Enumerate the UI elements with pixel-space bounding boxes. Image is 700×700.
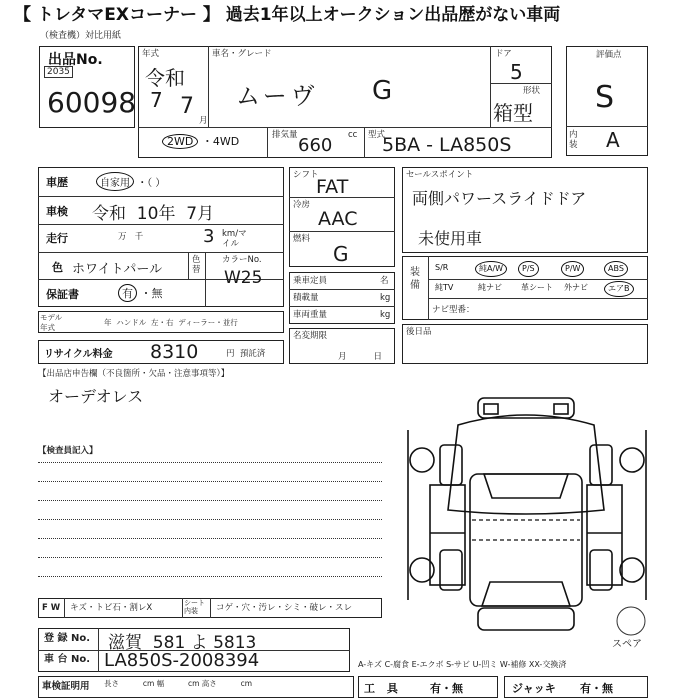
- load-label: 積載量: [293, 293, 319, 303]
- body-label: 形状: [523, 86, 541, 96]
- equipment-item: P/W: [561, 261, 584, 277]
- disp-label: 排気量: [272, 130, 298, 140]
- recycle-label: リサイクル料金: [44, 349, 113, 360]
- grade-value: G: [372, 76, 393, 106]
- ac-value: AAC: [318, 208, 358, 230]
- color-change: 色替: [192, 255, 201, 275]
- recycle-unit: 円 預託済: [226, 349, 266, 359]
- right-doors: [587, 485, 622, 585]
- weight-unit: kg: [380, 310, 391, 320]
- color-label: 色: [52, 261, 63, 274]
- interior-value: A: [606, 128, 620, 152]
- after-box: [402, 324, 648, 364]
- fuel-value: G: [333, 242, 349, 266]
- equipment-item: 純TV: [435, 283, 454, 292]
- spare-label: スペア: [612, 639, 642, 650]
- equipment-item: 純ナビ: [478, 283, 502, 292]
- notes-text: オーデオレス: [48, 387, 144, 406]
- model-year-label: モデル年式: [40, 313, 63, 332]
- jack-label: ジャッキ: [512, 682, 556, 695]
- cert-cols: 長さ cm 幅 cm 高さ cm: [104, 679, 253, 688]
- capacity-label: 乗車定員: [293, 276, 328, 286]
- spare-tire-icon: [614, 604, 648, 638]
- model-value: ムーヴ: [236, 82, 319, 110]
- mileage-km: km/マイル: [222, 229, 247, 249]
- rear-bumper: [478, 608, 574, 630]
- history-rest: ・（ ）: [137, 178, 166, 189]
- inspector-line: [38, 462, 382, 463]
- warranty-no: ・無: [140, 287, 163, 300]
- type-value: 5BA - LA850S: [382, 134, 512, 156]
- score-value: S: [595, 80, 615, 115]
- drive-2wd: 2WD: [162, 134, 198, 149]
- mileage-value: 3: [203, 226, 215, 247]
- load-unit: kg: [380, 293, 391, 303]
- color-no-label: カラーNo.: [222, 255, 262, 265]
- jack-value: 有・無: [580, 682, 613, 695]
- warranty-yes: 有: [118, 284, 137, 302]
- weight-label: 車両重量: [293, 310, 328, 320]
- subcaption: （検査機）対比用紙: [40, 31, 122, 41]
- recycle-value: 8310: [150, 341, 199, 363]
- history-label: 車歴: [46, 176, 68, 189]
- color-no-value: W25: [224, 268, 263, 288]
- score-label: 評価点: [596, 50, 622, 60]
- drive-4wd: ・4WD: [201, 135, 240, 148]
- equipment-item: S/R: [435, 263, 449, 272]
- reg-label: 登 録 No.: [44, 633, 91, 644]
- doors-label: ドア: [495, 49, 512, 59]
- body-value: 箱型: [493, 101, 533, 125]
- chassis-value: LA850S-2008394: [104, 650, 260, 671]
- type-label: 型式: [368, 130, 386, 140]
- color-value: ホワイトパール: [72, 262, 163, 277]
- lot-label: 出品No.: [48, 52, 103, 68]
- lot-stamp: 2035: [44, 66, 73, 78]
- mileage-units: 万 千: [118, 232, 144, 242]
- fw-text: キズ・トビ石・割レX: [70, 603, 153, 613]
- inspector-line: [38, 481, 382, 482]
- fuel-label: 燃料: [293, 234, 311, 244]
- name-change-label: 名変期限: [293, 331, 328, 341]
- sales-point-line1: 両側パワースライドドア: [412, 189, 587, 208]
- inspector-line: [38, 538, 382, 539]
- year-label: 年式: [142, 49, 160, 59]
- shift-label: シフト: [293, 170, 319, 180]
- equipment-item: 革シート: [521, 283, 553, 292]
- chassis-label: 車 台 No.: [44, 654, 91, 665]
- model-label: 車名・グレード: [212, 49, 272, 59]
- equipment-item: ABS: [604, 261, 628, 277]
- sales-point-label: セールスポイント: [406, 170, 474, 180]
- fw-label: F W: [42, 603, 61, 613]
- doors-value: 5: [510, 60, 523, 84]
- month-value: 7: [180, 94, 194, 119]
- after-label: 後日品: [406, 327, 432, 337]
- seat-label: シート内装: [184, 599, 205, 615]
- inspector-line: [38, 500, 382, 501]
- car-diagram: [400, 390, 660, 640]
- year-value: 7: [150, 88, 163, 112]
- sales-point-line2: 未使用車: [418, 229, 483, 248]
- displacement-value: 660: [298, 135, 333, 156]
- left-doors: [430, 485, 465, 585]
- seat-text: コゲ・穴・汚レ・シミ・破レ・スレ: [216, 603, 353, 613]
- era-value: 令和: [145, 66, 185, 90]
- inspector-line: [38, 576, 382, 577]
- warranty-label: 保証書: [46, 288, 79, 301]
- equipment-item: P/S: [518, 261, 539, 277]
- lot-number: 60098: [47, 86, 137, 119]
- shift-value: FAT: [316, 176, 349, 198]
- equipment-item: 純A/W: [475, 261, 507, 277]
- inspector-line: [38, 557, 382, 558]
- legend: A-キズ C-腐食 E-エクボ S-サビ U-凹ミ W-補修 XX-交換済: [358, 660, 567, 669]
- cert-label: 車検証明用: [42, 681, 90, 692]
- interior-label: 内装: [569, 130, 578, 150]
- tools-value: 有・無: [430, 682, 463, 695]
- tools-label: 工 具: [364, 682, 402, 695]
- page-title: 【 トレタマEXコーナー 】 過去1年以上オークション出品歴がない車両: [14, 5, 561, 25]
- inspect-label: 車検: [46, 205, 68, 218]
- mileage-label: 走行: [46, 232, 68, 245]
- reg-value: 滋賀 581 よ 5813: [108, 633, 257, 653]
- equipment-item: 外ナビ: [564, 283, 588, 292]
- inspector-line: [38, 519, 382, 520]
- name-change-unit: 月 日: [338, 352, 383, 362]
- ac-label: 冷房: [293, 200, 311, 210]
- model-year-cols: 年 ハンドル 左・右 ディーラー・並行: [104, 318, 238, 327]
- disp-unit: cc: [348, 130, 358, 140]
- equipment-item: エアB: [604, 281, 634, 297]
- month-suffix: 月: [199, 116, 208, 126]
- notes-label: 【出品店申告欄（不良箇所・欠品・注意事項等）】: [38, 369, 230, 379]
- history-own: 自家用: [96, 172, 134, 191]
- inspect-value: 令和 10年 7月: [92, 204, 215, 224]
- capacity-unit: 名: [380, 276, 389, 286]
- hood: [448, 415, 604, 514]
- inspector-label: 【検査員記入】: [38, 446, 98, 456]
- equipment-label: 装備: [410, 267, 420, 291]
- navi-label: ナビ型番：: [432, 305, 475, 315]
